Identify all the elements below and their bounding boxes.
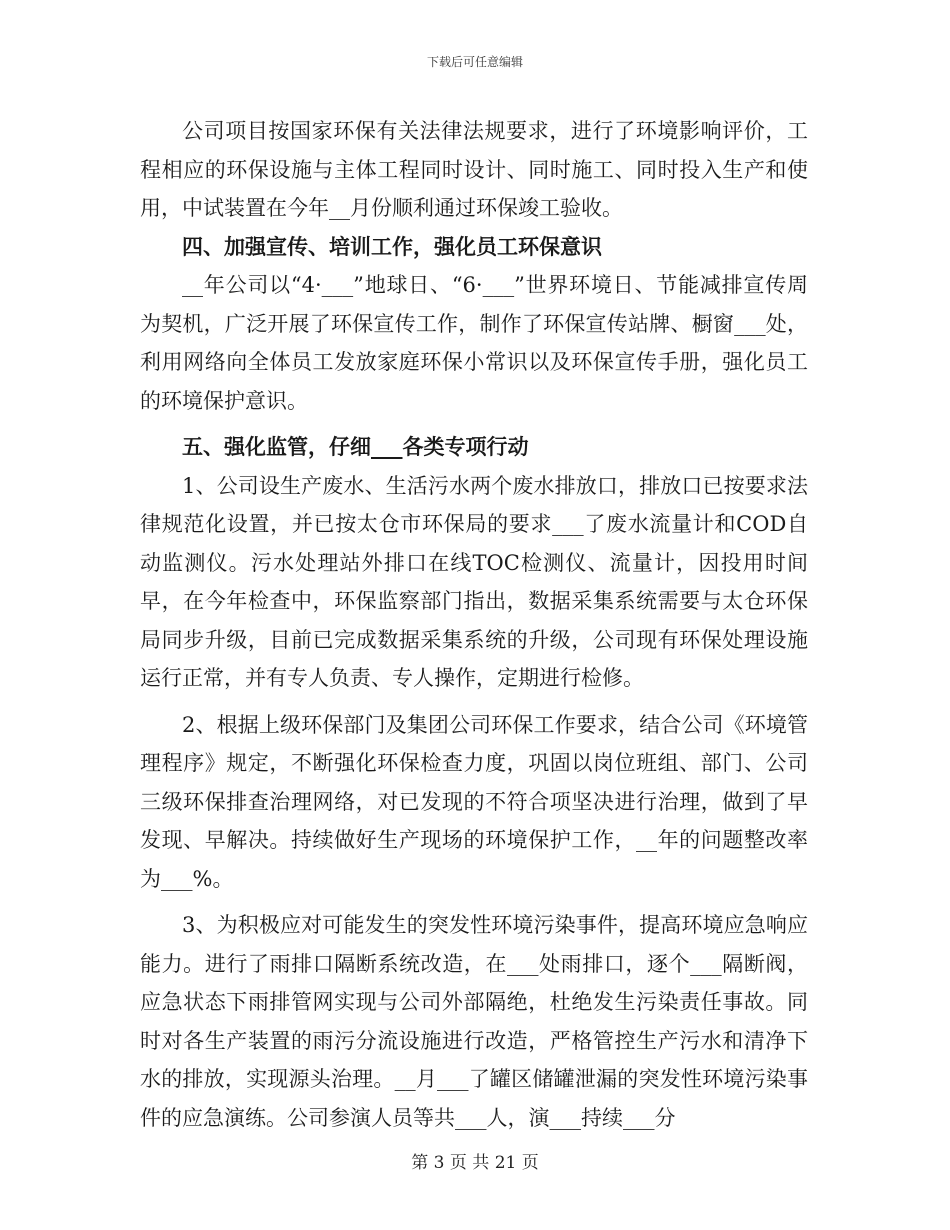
paragraph-item-2: 2、根据上级环保部门及集团公司环保工作要求，结合公司《环境管理程序》规定，不断强化环保检查力度，巩固以岗位班组、部门、公司三级环保排查治理网络，对已发现的不符合项坚决进行治理，做到了早发现、早解决。持续做好生产现场的环境保护工作，__年的问题整改率为___%。 bbox=[140, 712, 808, 891]
heading-section-5: 五、强化监管，仔细___各类专项行动 bbox=[182, 434, 529, 459]
document-body bbox=[140, 112, 808, 1137]
page-number: 第 3 页 共 21 页 bbox=[411, 1153, 539, 1173]
heading-section-4: 四、加强宣传、培训工作，强化员工环保意识 bbox=[182, 233, 602, 259]
paragraph-publicity: __年公司以“4·___”地球日、“6·___”世界环境日、节能减排宣传周为契机，广泛开展了环保宣传工作，制作了环保宣传站牌、橱窗___处，利用网络向全体员工发放家庭环保小常识以及环保宣传手册，强化员工的环境保护意识。 bbox=[140, 273, 808, 413]
page-header: 下载后可任意编辑 bbox=[426, 55, 523, 69]
paragraph-item-3: 3、为积极应对可能发生的突发性环境污染事件，提高环境应急响应能力。进行了雨排口隔断系统改造，在___处雨排口，逐个___隔断阀，应急状态下雨排管网实现与公司外部隔绝，杜绝发生污染责任事故。同时对各生产装置的雨污分流设施进行改造，严格管控生产污水和清净下水的排放，实现源头治理。__月___了罐区储罐泄漏的突发性环境污染事件的应急演练。公司参演人员等共___人，演___持续___分 bbox=[140, 913, 808, 1130]
paragraph-environmental-assessment: 公司项目按国家环保有关法律法规要求，进行了环境影响评价，工程相应的环保设施与主体工程同时设计、同时施工、同时投入生产和使用，中试装置在今年__月份顺利通过环保竣工验收。 bbox=[140, 119, 808, 220]
paragraph-item-1: 1、公司设生产废水、生活污水两个废水排放口，排放口已按要求法律规范化设置，并已按太仓市环保局的要求___了废水流量计和COD自动监测仪。污水处理站外排口在线TOC检测仪、流量计，因投用时间早，在今年检查中，环保监察部门指出，数据采集系统需要与太仓环保局同步升级，目前已完成数据采集系统的升级，公司现有环保处理设施运行正常，并有专人负责、专人操作，定期进行检修。 bbox=[140, 473, 808, 690]
